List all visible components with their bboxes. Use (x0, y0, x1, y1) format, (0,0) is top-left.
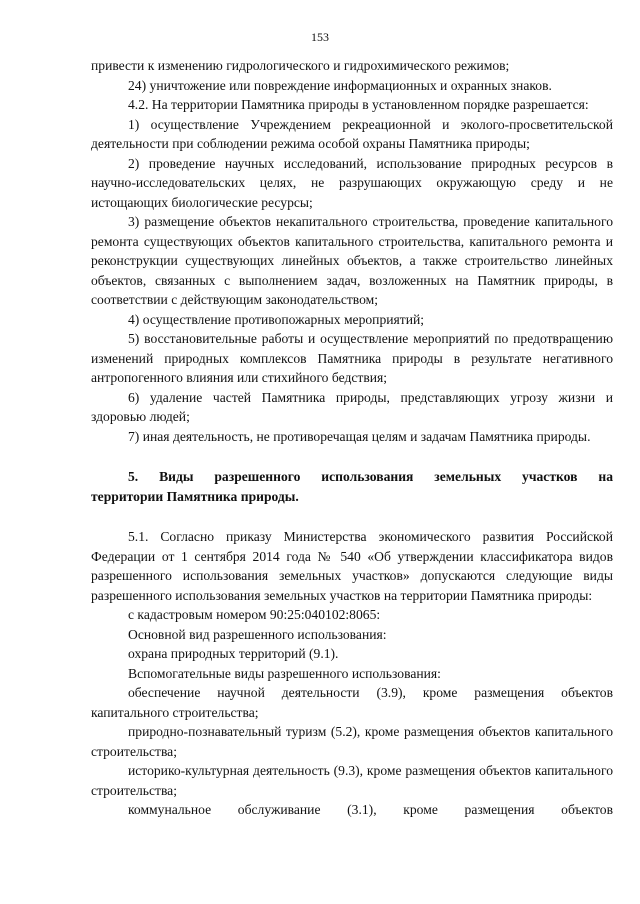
paragraphs-after-heading (91, 527, 613, 820)
section-heading-line-1: 5. Виды разрешенного использования земельных участков на (128, 469, 613, 484)
paragraph: природно-познавательный туризм (5.2), кроме размещения объектов капитального строительства; (91, 724, 613, 759)
paragraphs-before-heading (91, 56, 613, 446)
document-body (91, 56, 613, 820)
paragraph: 4.2. На территории Памятника природы в установленном порядке разрешается: (128, 97, 589, 112)
paragraph: 5.1. Согласно приказу Министерства экономического развития Российской Федерации от 1 сентября 2014 года № 540 «Об утверждении классификатора видов разрешенного использования земельных участков» допускаются следующие виды разрешенного использования земельных участков на территории Памятника природы: (91, 529, 613, 603)
paragraph: привести к изменению гидрологического и гидрохимического режимов; (91, 58, 510, 73)
paragraph: 2) проведение научных исследований, использование природных ресурсов в научно-исследовательских целях, не разрушающих окружающую среду и не истощающих биологические ресурсы; (91, 155, 613, 210)
paragraph: 6) удаление частей Памятника природы, представляющих угрозу жизни и здоровью людей; (91, 389, 613, 424)
paragraph: коммунальное обслуживание (3.1), кроме размещения объектов (128, 802, 613, 817)
paragraph: 1) осуществление Учреждением рекреационной и эколого-просветительской деятельности при соблюдении режима особой охраны Памятника природы; (91, 116, 613, 151)
paragraph: с кадастровым номером 90:25:040102:8065: (128, 607, 381, 622)
paragraph: охрана природных территорий (9.1). (128, 646, 339, 661)
page-number: 153 (311, 30, 329, 44)
paragraph: 4) осуществление противопожарных мероприятий; (128, 311, 425, 327)
paragraph: Основной вид разрешенного использования: (128, 626, 387, 642)
paragraph: историко-культурная деятельность (9.3), кроме размещения объектов капитального строительства; (91, 763, 613, 798)
section-heading (91, 467, 613, 506)
paragraph: 24) уничтожение или повреждение информационных и охранных знаков. (128, 77, 552, 93)
section-heading-line-2: территории Памятника природы. (91, 488, 299, 504)
paragraph: 7) иная деятельность, не противоречащая целям и задачам Памятника природы. (128, 428, 591, 444)
paragraph: 3) размещение объектов некапитального строительства, проведение капитального ремонта существующих объектов капитального строительства, капитального ремонта и реконструкции существующих линейных объектов, а также строительство линейных объектов, связанных с выполнением задач, возложенных на Памятник природы, в соответствии с действующим законодательством; (91, 214, 613, 307)
paragraph: обеспечение научной деятельности (3.9), кроме размещения объектов капитального строительства; (91, 685, 613, 720)
paragraph: 5) восстановительные работы и осуществление мероприятий по предотвращению изменений природных комплексов Памятника природы в результате негативного антропогенного влияния или стихийного бедствия; (91, 331, 613, 385)
paragraph: Вспомогательные виды разрешенного использования: (128, 665, 441, 681)
